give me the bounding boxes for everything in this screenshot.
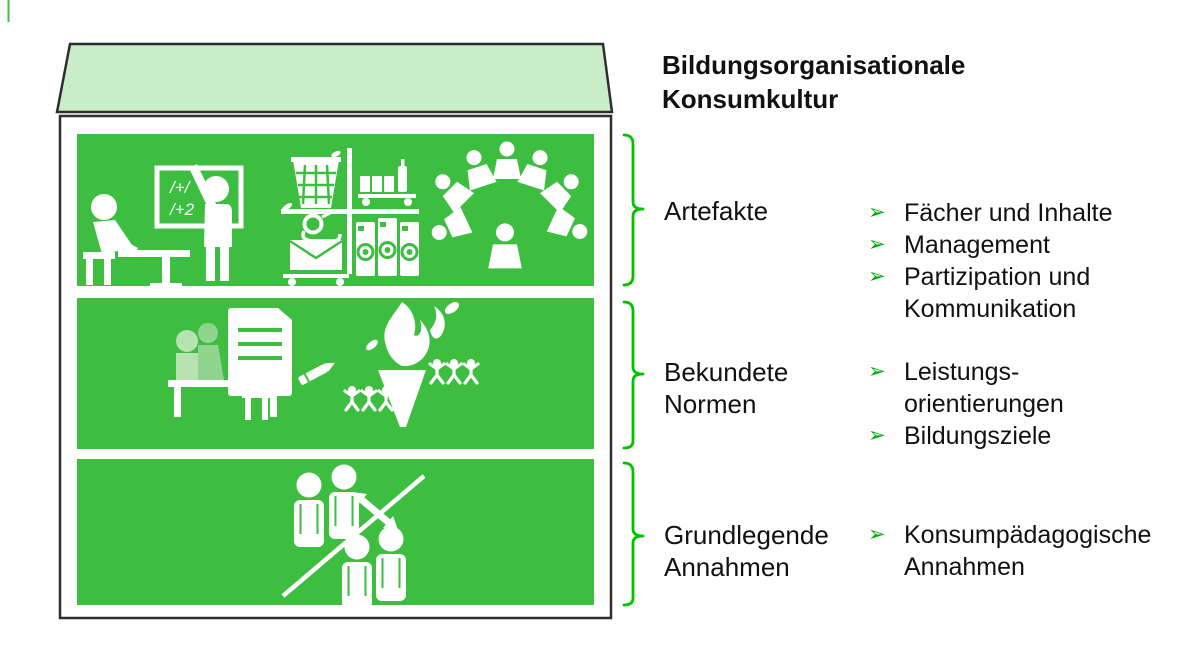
bullet-item: ➢ Bildungsziele	[868, 422, 1052, 450]
envelope-flap	[57, 44, 612, 112]
bullet-list-bekundete-normen	[868, 356, 1064, 452]
bullet-item: ➢ Management	[868, 231, 1050, 259]
arrow-bullet-icon: ➢	[868, 233, 886, 256]
arrow-bullet-icon: ➢	[868, 523, 886, 546]
bracket-artefakte	[624, 135, 643, 285]
bullet-item: ➢ Leistungs-	[868, 358, 1020, 386]
document-icon	[228, 308, 292, 396]
bullet-item-continuation: orientierungen	[904, 390, 1064, 418]
bullet-list-artefakte	[868, 197, 1112, 325]
blackboard-text-2: /+2	[170, 200, 195, 219]
bracket-grundlegende-annahmen	[624, 463, 643, 605]
bullet-item: ➢ Konsumpädagogische	[868, 521, 1152, 549]
bracket-bekundete-normen	[624, 302, 643, 448]
bullet-item: ➢ Partizipation und	[868, 263, 1091, 291]
arrow-bullet-icon: ➢	[868, 265, 886, 288]
bullet-list-grundlegende-annahmen	[868, 519, 1151, 583]
bullet-item: ➢ Fächer und Inhalte	[868, 199, 1113, 227]
bullet-item-continuation: Annahmen	[904, 553, 1025, 581]
arrow-bullet-icon: ➢	[868, 360, 886, 383]
arrow-bullet-icon: ➢	[868, 201, 886, 224]
section-label-artefakte: Artefakte	[664, 196, 769, 226]
arrow-bullet-icon: ➢	[868, 424, 886, 447]
bullet-item-continuation: Kommunikation	[904, 295, 1077, 323]
diagram-title	[662, 48, 965, 116]
section-label-grundlegende-annahmen: Grundlegende Annahmen	[664, 520, 829, 582]
blackboard-text-1: /+/	[170, 178, 190, 197]
diagram-title-line1: Bildungsorganisationale	[662, 50, 966, 80]
diagram-title-line2: Konsumkultur	[662, 84, 839, 114]
section-label-bekundete-normen: Bekundete Normen	[664, 357, 789, 419]
